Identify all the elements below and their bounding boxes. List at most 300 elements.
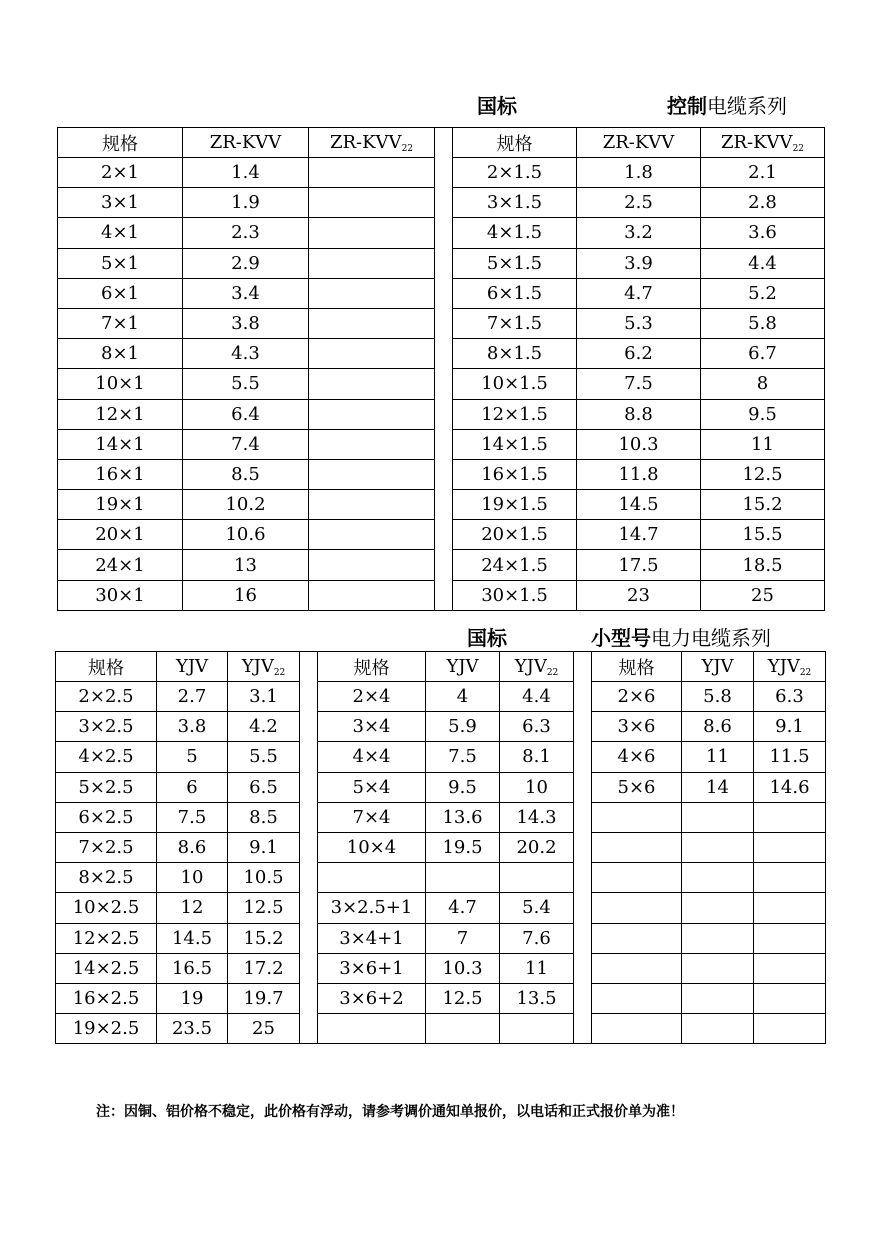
cell-spec: 10×1.5 (453, 369, 577, 399)
cell-spec: 20×1.5 (453, 520, 577, 550)
control-cable-table (57, 127, 825, 611)
column-gap (300, 863, 318, 893)
cell-price-armored: 10.5 (228, 863, 300, 893)
header-model-armored-text: ZR-KVV (329, 131, 402, 153)
cell-spec: 5×2.5 (56, 772, 157, 802)
cell-price-armored: 4.2 (228, 712, 300, 742)
cell-price-armored: 4.4 (701, 248, 825, 278)
cell-spec: 3×6 (592, 712, 682, 742)
table-row (58, 550, 825, 580)
cell-price: 5.5 (183, 369, 309, 399)
cell-price-armored: 5.4 (500, 893, 574, 923)
cell-spec: 10×4 (318, 832, 426, 862)
column-gap (435, 308, 453, 338)
column-gap (574, 682, 592, 712)
cell-price-armored: 9.1 (228, 832, 300, 862)
cell-spec: 24×1 (58, 550, 183, 580)
cell-price: 9.5 (426, 772, 500, 802)
cell-price-armored: 12.5 (701, 459, 825, 489)
cell-price (426, 1014, 500, 1044)
cell-price-armored: 15.5 (701, 520, 825, 550)
cell-price: 19 (157, 983, 228, 1013)
cell-price-armored (309, 429, 435, 459)
cell-spec (592, 802, 682, 832)
column-gap (300, 652, 318, 682)
cell-spec: 10×2.5 (56, 893, 157, 923)
cell-price: 13 (183, 550, 309, 580)
column-gap (435, 429, 453, 459)
cell-price-armored: 3.6 (701, 218, 825, 248)
cell-price (682, 832, 754, 862)
cell-price-armored: 8.1 (500, 742, 574, 772)
header-row (58, 128, 825, 158)
cell-spec: 4×1.5 (453, 218, 577, 248)
cell-price: 4 (426, 682, 500, 712)
cell-price-armored: 11.5 (754, 742, 826, 772)
cell-price (682, 893, 754, 923)
header-model: YJV (682, 652, 754, 682)
cell-price-armored (309, 550, 435, 580)
table-row (58, 399, 825, 429)
cell-spec: 3×1 (58, 188, 183, 218)
cell-price: 11.8 (577, 459, 701, 489)
column-gap (435, 128, 453, 158)
table-row (58, 520, 825, 550)
cell-spec: 2×1.5 (453, 158, 577, 188)
cell-price-armored: 6.5 (228, 772, 300, 802)
column-gap (574, 983, 592, 1013)
control-title-rest: 电缆系列 (707, 94, 787, 118)
cell-price: 11 (682, 742, 754, 772)
column-gap (435, 399, 453, 429)
cell-spec: 12×2.5 (56, 923, 157, 953)
cell-price: 4.7 (426, 893, 500, 923)
column-gap (300, 832, 318, 862)
cell-spec (592, 953, 682, 983)
column-gap (574, 802, 592, 832)
cell-spec: 3×1.5 (453, 188, 577, 218)
cell-spec: 8×1.5 (453, 339, 577, 369)
cell-price: 10.3 (426, 953, 500, 983)
cell-price-armored (309, 308, 435, 338)
cell-spec: 2×1 (58, 158, 183, 188)
cell-price: 4.7 (577, 278, 701, 308)
cell-spec: 5×1 (58, 248, 183, 278)
table-row (56, 802, 826, 832)
cell-price: 6 (157, 772, 228, 802)
cell-price: 3.4 (183, 278, 309, 308)
cell-spec: 19×1 (58, 490, 183, 520)
table-row (56, 983, 826, 1013)
cell-price-armored (309, 158, 435, 188)
power-cable-title (467, 622, 771, 651)
cell-price: 3.8 (157, 712, 228, 742)
cell-price: 14 (682, 772, 754, 802)
cell-price-armored (309, 278, 435, 308)
header-model: ZR-KVV (577, 128, 701, 158)
cell-price-armored: 18.5 (701, 550, 825, 580)
cell-price: 7.4 (183, 429, 309, 459)
cell-price: 8.6 (682, 712, 754, 742)
column-gap (435, 339, 453, 369)
cell-price (682, 802, 754, 832)
column-gap (435, 218, 453, 248)
control-title-bold: 控制 (667, 94, 707, 118)
table-row (56, 682, 826, 712)
column-gap (300, 953, 318, 983)
cell-spec: 3×2.5+1 (318, 893, 426, 923)
header-model-armored (500, 652, 574, 682)
cell-price-armored (754, 983, 826, 1013)
cell-spec: 4×1 (58, 218, 183, 248)
cell-spec: 7×4 (318, 802, 426, 832)
table-row (58, 188, 825, 218)
cell-price-armored: 11 (701, 429, 825, 459)
cell-price-armored: 4.4 (500, 682, 574, 712)
cell-spec (592, 832, 682, 862)
cell-price: 7.5 (426, 742, 500, 772)
cell-price-armored (309, 580, 435, 610)
cell-price-armored: 11 (500, 953, 574, 983)
cell-spec: 30×1.5 (453, 580, 577, 610)
column-gap (300, 802, 318, 832)
cell-price: 6.2 (577, 339, 701, 369)
table-row (58, 580, 825, 610)
header-model: YJV (157, 652, 228, 682)
cell-price-armored (754, 863, 826, 893)
header-spec: 规格 (592, 652, 682, 682)
cell-price: 8.8 (577, 399, 701, 429)
cell-price-armored: 14.6 (754, 772, 826, 802)
cell-price: 10 (157, 863, 228, 893)
cell-price-armored: 25 (228, 1014, 300, 1044)
cell-price-armored (754, 832, 826, 862)
cell-price-armored (309, 218, 435, 248)
cell-price (426, 863, 500, 893)
cell-price: 17.5 (577, 550, 701, 580)
cell-spec (592, 983, 682, 1013)
cell-price-armored: 3.1 (228, 682, 300, 712)
column-gap (574, 863, 592, 893)
cell-price-armored (309, 520, 435, 550)
column-gap (574, 832, 592, 862)
cell-spec: 14×2.5 (56, 953, 157, 983)
cell-spec (592, 923, 682, 953)
table-row (58, 429, 825, 459)
cell-price-armored: 9.5 (701, 399, 825, 429)
cell-price-armored: 20.2 (500, 832, 574, 862)
header-model-armored (228, 652, 300, 682)
table-row (58, 459, 825, 489)
column-gap (435, 550, 453, 580)
cell-spec (318, 1014, 426, 1044)
cell-price-armored: 10 (500, 772, 574, 802)
cell-price: 5 (157, 742, 228, 772)
header-spec: 规格 (453, 128, 577, 158)
cell-price (682, 983, 754, 1013)
cell-price-armored: 14.3 (500, 802, 574, 832)
cell-price-armored (754, 923, 826, 953)
price-note: 注：因铜、铝价格不稳定，此价格有浮动，请参考调价通知单报价，以电话和正式报价单为准！ (96, 1104, 684, 1120)
cell-spec: 3×4 (318, 712, 426, 742)
cell-price (682, 1014, 754, 1044)
cell-spec: 3×2.5 (56, 712, 157, 742)
column-gap (574, 742, 592, 772)
cell-price-armored (309, 490, 435, 520)
cell-price: 6.4 (183, 399, 309, 429)
table-row (56, 923, 826, 953)
cell-spec: 6×2.5 (56, 802, 157, 832)
cell-spec: 7×1 (58, 308, 183, 338)
column-gap (300, 742, 318, 772)
cell-price-armored (309, 369, 435, 399)
table-row (56, 1014, 826, 1044)
cell-price: 7 (426, 923, 500, 953)
cell-spec (592, 893, 682, 923)
cell-price: 14.7 (577, 520, 701, 550)
cell-price-armored (309, 399, 435, 429)
cell-price-armored (500, 1014, 574, 1044)
header-model-armored-subscript: 22 (799, 667, 812, 678)
cell-price-armored (754, 953, 826, 983)
header-model-armored-subscript: 22 (273, 667, 286, 678)
cell-price: 2.9 (183, 248, 309, 278)
power-title-standard: 国标 (467, 626, 507, 650)
header-spec: 规格 (56, 652, 157, 682)
cell-spec: 2×4 (318, 682, 426, 712)
cell-price: 14.5 (157, 923, 228, 953)
cell-spec: 8×1 (58, 339, 183, 369)
header-model: ZR-KVV (183, 128, 309, 158)
header-model-armored-text: YJV (767, 655, 800, 677)
cell-spec: 6×1 (58, 278, 183, 308)
column-gap (300, 772, 318, 802)
cell-spec: 3×6+2 (318, 983, 426, 1013)
cell-spec: 14×1 (58, 429, 183, 459)
control-title-standard: 国标 (477, 94, 517, 118)
cell-price: 1.4 (183, 158, 309, 188)
table-row (56, 742, 826, 772)
header-model-armored-text: YJV (514, 655, 547, 677)
cell-price: 10.2 (183, 490, 309, 520)
column-gap (574, 923, 592, 953)
cell-spec: 19×1.5 (453, 490, 577, 520)
cell-price: 13.6 (426, 802, 500, 832)
cell-spec: 12×1.5 (453, 399, 577, 429)
table-row (58, 339, 825, 369)
cell-spec: 2×2.5 (56, 682, 157, 712)
cell-price-armored (309, 459, 435, 489)
cell-spec: 14×1.5 (453, 429, 577, 459)
cell-spec: 16×2.5 (56, 983, 157, 1013)
table-row (56, 893, 826, 923)
cell-price-armored: 6.3 (754, 682, 826, 712)
cell-price: 12 (157, 893, 228, 923)
cell-spec (592, 1014, 682, 1044)
header-spec: 规格 (58, 128, 183, 158)
cell-spec (592, 863, 682, 893)
table-row (56, 832, 826, 862)
cell-price: 16 (183, 580, 309, 610)
column-gap (300, 682, 318, 712)
cell-price-armored: 6.3 (500, 712, 574, 742)
cell-spec: 4×6 (592, 742, 682, 772)
column-gap (435, 459, 453, 489)
cell-price-armored: 2.1 (701, 158, 825, 188)
cell-price-armored: 8.5 (228, 802, 300, 832)
cell-spec: 5×1.5 (453, 248, 577, 278)
cell-price: 3.8 (183, 308, 309, 338)
cell-spec: 3×4+1 (318, 923, 426, 953)
cell-price-armored: 15.2 (228, 923, 300, 953)
cell-price-armored: 12.5 (228, 893, 300, 923)
cell-price (682, 953, 754, 983)
cell-price: 12.5 (426, 983, 500, 1013)
cell-price: 3.9 (577, 248, 701, 278)
table-row (56, 863, 826, 893)
column-gap (574, 893, 592, 923)
cell-price: 10.3 (577, 429, 701, 459)
cell-price: 23 (577, 580, 701, 610)
cell-spec: 20×1 (58, 520, 183, 550)
table-row (58, 490, 825, 520)
cell-price: 14.5 (577, 490, 701, 520)
column-gap (300, 983, 318, 1013)
header-model-armored (754, 652, 826, 682)
cell-price: 1.8 (577, 158, 701, 188)
column-gap (300, 712, 318, 742)
cell-price-armored (309, 188, 435, 218)
cell-price (682, 863, 754, 893)
column-gap (574, 712, 592, 742)
cell-price: 5.9 (426, 712, 500, 742)
cell-spec: 5×4 (318, 772, 426, 802)
cell-spec: 5×6 (592, 772, 682, 802)
column-gap (300, 923, 318, 953)
cell-price (682, 923, 754, 953)
column-gap (574, 1014, 592, 1044)
cell-spec: 16×1.5 (453, 459, 577, 489)
table-row (58, 158, 825, 188)
cell-price: 5.3 (577, 308, 701, 338)
cell-spec: 8×2.5 (56, 863, 157, 893)
cell-price-armored: 6.7 (701, 339, 825, 369)
cell-price-armored: 7.6 (500, 923, 574, 953)
header-model-armored-subscript: 22 (401, 143, 414, 154)
cell-price-armored: 5.5 (228, 742, 300, 772)
cell-spec (318, 863, 426, 893)
column-gap (435, 278, 453, 308)
power-cable-table (55, 651, 826, 1044)
cell-price-armored (309, 248, 435, 278)
cell-price: 19.5 (426, 832, 500, 862)
cell-price: 8.6 (157, 832, 228, 862)
cell-price: 5.8 (682, 682, 754, 712)
header-model-armored (701, 128, 825, 158)
column-gap (435, 580, 453, 610)
cell-price-armored (754, 802, 826, 832)
column-gap (435, 248, 453, 278)
cell-price-armored: 2.8 (701, 188, 825, 218)
cell-price: 10.6 (183, 520, 309, 550)
cell-price: 23.5 (157, 1014, 228, 1044)
cell-price-armored: 5.2 (701, 278, 825, 308)
cell-price-armored: 8 (701, 369, 825, 399)
table-row (58, 369, 825, 399)
cell-price: 2.5 (577, 188, 701, 218)
column-gap (435, 369, 453, 399)
cell-spec: 24×1.5 (453, 550, 577, 580)
cell-price-armored: 25 (701, 580, 825, 610)
column-gap (435, 188, 453, 218)
column-gap (435, 520, 453, 550)
table-row (58, 278, 825, 308)
table-row (56, 712, 826, 742)
cell-spec: 4×2.5 (56, 742, 157, 772)
cell-spec: 30×1 (58, 580, 183, 610)
cell-price: 1.9 (183, 188, 309, 218)
cell-price-armored: 19.7 (228, 983, 300, 1013)
cell-spec: 12×1 (58, 399, 183, 429)
cell-price-armored (309, 339, 435, 369)
cell-spec: 19×2.5 (56, 1014, 157, 1044)
table-row (58, 308, 825, 338)
cell-price-armored (754, 1014, 826, 1044)
cell-price-armored: 9.1 (754, 712, 826, 742)
cell-spec: 6×1.5 (453, 278, 577, 308)
cell-price-armored: 17.2 (228, 953, 300, 983)
cell-price: 3.2 (577, 218, 701, 248)
cell-spec: 7×1.5 (453, 308, 577, 338)
table-row (58, 218, 825, 248)
table-row (56, 953, 826, 983)
header-model-armored (309, 128, 435, 158)
cell-spec: 3×6+1 (318, 953, 426, 983)
power-title-rest: 电力电缆系列 (651, 626, 771, 650)
cell-price-armored (500, 863, 574, 893)
power-title-bold: 小型号 (591, 626, 651, 650)
cell-price-armored: 13.5 (500, 983, 574, 1013)
cell-spec: 10×1 (58, 369, 183, 399)
header-model-armored-text: ZR-KVV (720, 131, 793, 153)
control-cable-title (477, 90, 787, 119)
cell-price: 7.5 (157, 802, 228, 832)
cell-price: 2.7 (157, 682, 228, 712)
cell-spec: 4×4 (318, 742, 426, 772)
column-gap (574, 652, 592, 682)
table-row (58, 248, 825, 278)
cell-price: 8.5 (183, 459, 309, 489)
cell-spec: 16×1 (58, 459, 183, 489)
cell-price: 4.3 (183, 339, 309, 369)
cell-price: 7.5 (577, 369, 701, 399)
header-model-armored-text: YJV (241, 655, 274, 677)
cell-spec: 7×2.5 (56, 832, 157, 862)
cell-price: 16.5 (157, 953, 228, 983)
column-gap (435, 158, 453, 188)
column-gap (574, 953, 592, 983)
cell-price-armored (754, 893, 826, 923)
column-gap (300, 1014, 318, 1044)
column-gap (435, 490, 453, 520)
column-gap (300, 893, 318, 923)
header-model-armored-subscript: 22 (792, 143, 805, 154)
cell-price-armored: 15.2 (701, 490, 825, 520)
header-row (56, 652, 826, 682)
table-row (56, 772, 826, 802)
header-model-armored-subscript: 22 (546, 667, 559, 678)
header-spec: 规格 (318, 652, 426, 682)
